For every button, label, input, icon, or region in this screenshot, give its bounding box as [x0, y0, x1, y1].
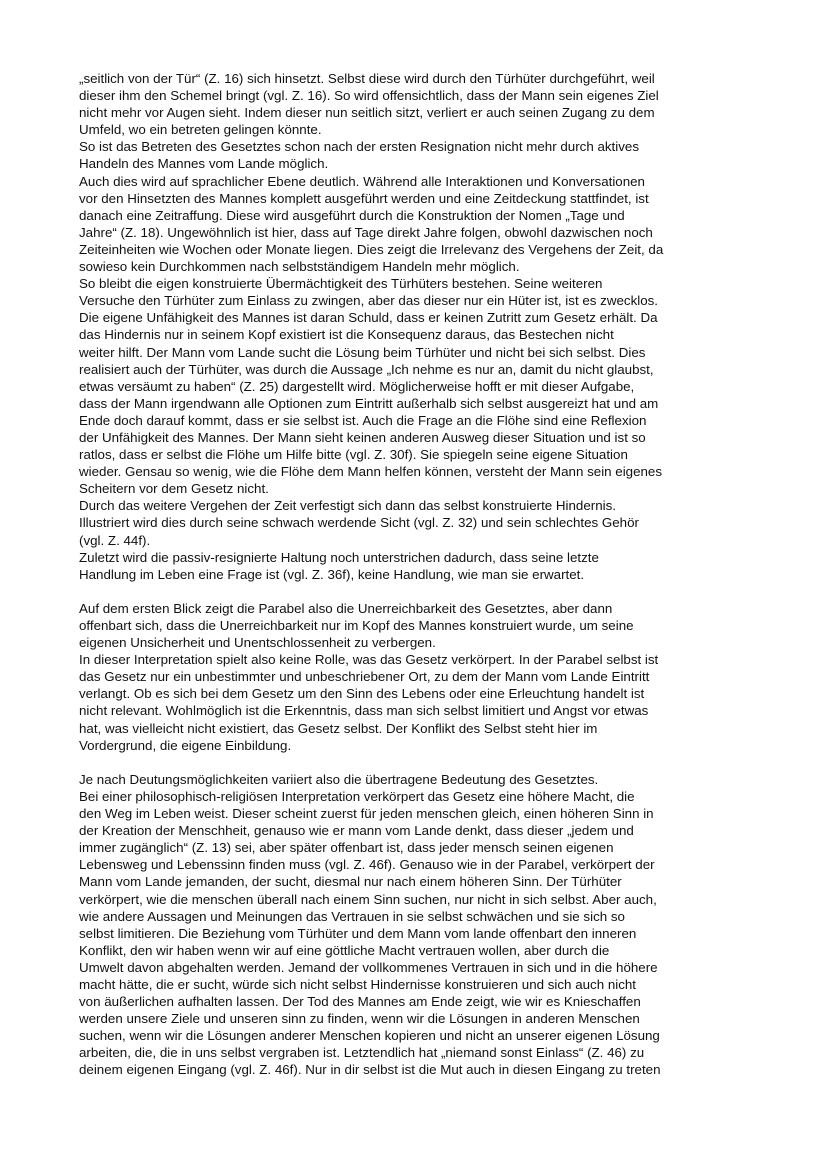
text-line: werden unsere Ziele und unseren sinn zu finden, wenn wir die Lösungen in anderen Menschen	[79, 1011, 640, 1027]
text-line: nicht mehr vor Augen sieht. Indem dieser nun seitlich sitzt, verliert er auch seinen Zugang zu dem	[79, 105, 655, 121]
text-line: Lebensweg und Lebenssinn finden muss (vgl. Z. 46f). Genauso wie in der Parabel, verkörpert der	[79, 857, 655, 873]
text-line: der Unfähigkeit des Mannes. Der Mann sieht keinen anderen Ausweg dieser Situation und ist so	[79, 429, 646, 445]
text-line: deinem eigenen Eingang (vgl. Z. 46f). Nur in dir selbst ist die Mut auch in diesen Eingang zu treten	[79, 1062, 661, 1078]
text-line: Jahre“ (Z. 18). Ungewöhnlich ist hier, dass auf Tage direkt Jahre folgen, obwohl dazwischen noch	[79, 224, 653, 240]
text-line: Zuletzt wird die passiv-resignierte Haltung noch unterstrichen dadurch, dass seine letzte	[79, 549, 599, 565]
text-line: vor den Hinsetzten des Mannes komplett ausgeführt werden und eine Zeitdeckung stattfindet, ist	[79, 190, 649, 206]
text-line: macht hätte, die er sucht, würde sich nicht selbst Hindernisse konstruieren und sich auch nicht	[79, 976, 637, 992]
text-line: das Gesetz nur ein unbestimmter und unbeschriebener Ort, zu dem der Mann vom Lande Eintritt	[79, 669, 650, 685]
text-line: Zeiteinheiten wie Wochen oder Monate liegen. Dies zeigt die Irrelevanz des Vergehens der Zeit, da	[79, 241, 664, 257]
text-line: selbst limitieren. Die Beziehung vom Türhüter und dem Mann vom lande offenbart den inneren	[79, 925, 637, 941]
text-line: (vgl. Z. 44f).	[79, 532, 151, 548]
text-line: Ende doch darauf kommt, dass er sie selbst ist. Auch die Frage an die Flöhe sind eine Reflexion	[79, 412, 647, 428]
text-line: das Hindernis nur in seinem Kopf existiert ist die Konsequenz daraus, das Bestechen nicht	[79, 327, 614, 343]
text-line: Handeln des Mannes vom Lande möglich.	[79, 156, 329, 172]
text-line: den Weg im Leben weist. Dieser scheint zuerst für jeden menschen gleich, einen höheren Sinn in	[79, 806, 654, 822]
text-line: immer zugänglich“ (Z. 13) sei, aber später offenbart ist, dass jeder mensch seinen eigenen	[79, 840, 614, 856]
text-line: arbeiten, die, die in uns selbst vergraben ist. Letztendlich hat „niemand sonst Einlass“ (Z. 46) zu	[79, 1045, 645, 1061]
text-line: So ist das Betreten des Gesetztes schon nach der ersten Resignation nicht mehr durch aktives	[79, 139, 639, 155]
text-line: nicht relevant. Wohlmöglich ist die Erkenntnis, dass man sich selbst limitiert und Angst vor etwas	[79, 703, 649, 719]
text-line: eigenen Unsicherheit und Unentschlossenheit zu verbergen.	[79, 635, 436, 651]
text-line: wieder. Gensau so wenig, wie die Flöhe dem Mann helfen können, versteht der Mann sein eigenes	[79, 464, 663, 480]
text-line: Auf dem ersten Blick zeigt die Parabel also die Unerreichbarkeit des Gesetztes, aber dann	[79, 600, 613, 616]
text-line: verlangt. Ob es sich bei dem Gesetz um den Sinn des Lebens oder eine Erleuchtung handelt ist	[79, 686, 645, 702]
text-line: Vordergrund, die eigene Einbildung.	[79, 737, 292, 753]
document-page	[79, 70, 759, 1079]
text-line: ratlos, dass er selbst die Flöhe um Hilfe bitte (vgl. Z. 30f). Sie spiegeln seine eigene Situation	[79, 447, 628, 463]
text-line: Scheitern vor dem Gesetz nicht.	[79, 481, 269, 497]
text-line: Mann vom Lande jemanden, der sucht, diesmal nur nach einem höheren Sinn. Der Türhüter	[79, 874, 622, 890]
paragraph-gap	[79, 754, 759, 771]
paragraph-gap	[79, 583, 759, 600]
text-line: danach eine Zeitraffung. Diese wird ausgeführt durch die Konstruktion der Nomen „Tage und	[79, 207, 625, 223]
text-line: wie andere Aussagen und Meinungen das Vertrauen in sie selbst schwächen und sie sich so	[79, 908, 625, 924]
text-line: „seitlich von der Tür“ (Z. 16) sich hinsetzt. Selbst diese wird durch den Türhüter durchgeführt, weil	[79, 71, 655, 86]
text-line: So bleibt die eigen konstruierte Übermächtigkeit des Türhüters bestehen. Seine weiteren	[79, 276, 603, 292]
text-line: weiter hilft. Der Mann vom Lande sucht die Lösung beim Türhüter und nicht bei sich selbst. Dies	[79, 344, 646, 360]
text-line: dieser ihm den Schemel bringt (vgl. Z. 16). So wird offensichtlich, dass der Mann sein eigenes Ziel	[79, 88, 659, 104]
text-line: Konflikt, den wir haben wenn wir auf eine göttliche Macht vertrauen wollen, aber durch die	[79, 942, 610, 958]
text-line: realisiert auch der Türhüter, was durch die Aussage „Ich nehme es nur an, damit du nicht glaubst,	[79, 361, 654, 377]
text-line: Illustriert wird dies durch seine schwach werdende Sicht (vgl. Z. 32) und sein schlechtes Gehör	[79, 515, 639, 531]
text-line: offenbart sich, dass die Unerreichbarkeit nur im Kopf des Mannes konstruiert wurde, um seine	[79, 618, 634, 633]
text-line: von äußerlichen aufhalten lassen. Der Tod des Mannes am Ende zeigt, wie wir es Knieschaffen	[79, 994, 641, 1010]
text-line: Versuche den Türhüter zum Einlass zu zwingen, aber das dieser nur ein Hüter ist, ist es zwecklos.	[79, 293, 658, 309]
text-line: suchen, wenn wir die Lösungen anderer Menschen kopieren und nicht an unserer eigenen Lösung	[79, 1028, 660, 1044]
text-line: der Kreation der Menschheit, genauso wie er mann vom Lande denkt, dass dieser „jedem und	[79, 823, 634, 839]
text-line: Auch dies wird auf sprachlicher Ebene deutlich. Während alle Interaktionen und Konversationen	[79, 173, 645, 189]
text-line: Durch das weitere Vergehen der Zeit verfestigt sich dann das selbst konstruierte Hindernis.	[79, 498, 616, 514]
text-line: Handlung im Leben eine Frage ist (vgl. Z. 36f), keine Handlung, wie man sie erwartet.	[79, 566, 585, 582]
text-line: In dieser Interpretation spielt also keine Rolle, was das Gesetz verkörpert. In der Parabel selbst ist	[79, 652, 659, 668]
text-line: dass der Mann irgendwann alle Optionen zum Eintritt außerhalb sich selbst ausgereizt hat und am	[79, 395, 659, 411]
text-line: Je nach Deutungsmöglichkeiten variiert also die übertragene Bedeutung des Gesetztes.	[79, 771, 599, 787]
text-line: Umwelt davon abgehalten werden. Jemand der vollkommenes Vertrauen in sich und in die höhere	[79, 959, 658, 975]
text-line: sowieso kein Durchkommen nach selbstständigem Handeln mehr möglich.	[79, 259, 520, 275]
text-line: hat, was vielleicht nicht existiert, das Gesetz selbst. Der Konflikt des Selbst steht hier im	[79, 720, 598, 736]
text-line: Umfeld, wo ein betreten gelingen könnte.	[79, 122, 322, 138]
text-line: verkörpert, wie die menschen überall nach einem Sinn suchen, nur nicht in sich selbst. Aber auch,	[79, 891, 657, 907]
text-line: etwas versäumt zu haben“ (Z. 25) dargestellt wird. Möglicherweise hofft er mit dieser Aufgabe,	[79, 378, 635, 394]
text-line: Die eigene Unfähigkeit des Mannes ist daran Schuld, dass er keinen Zutritt zum Gesetz erhält. Da	[79, 310, 658, 326]
text-line: Bei einer philosophisch-religiösen Interpretation verkörpert das Gesetz eine höhere Macht, die	[79, 788, 635, 804]
